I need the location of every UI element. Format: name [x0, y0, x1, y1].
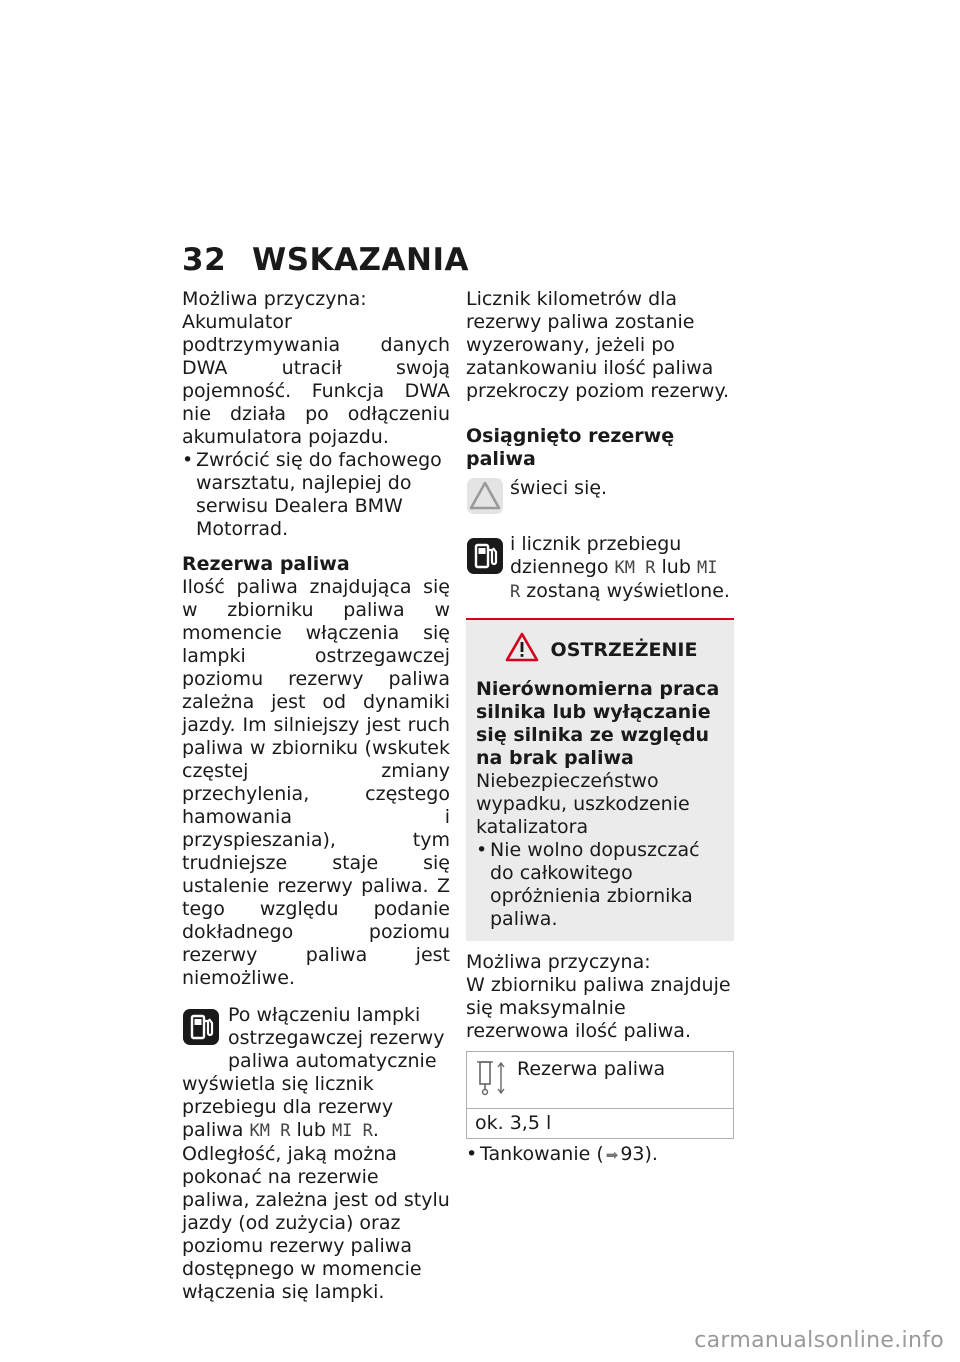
reserve-text: Ilość paliwa znajdująca się w zbiorniku paliwa w momencie włączenia się lampki ostrzegawczej poziomu rezerwy paliwa zależna jest od dynamiki jazdy. Im silniejszy jest ruch paliwa w zbiorniku (wskutek częstej zmiany przechylenia, częstego hamowania i przyspieszania), tym trudniejsze staje się ustalenie rezerwy paliwa. Z tego względu podanie dokładnego poziomu rezerwy paliwa jest niemożliwe. — [182, 576, 450, 989]
warning-triangle-lamp-icon — [466, 477, 504, 521]
reserve-reached-heading: Osiągnięto rezerwę paliwa — [466, 425, 675, 470]
fuel-pump-icon — [466, 537, 504, 581]
km-r-display: KM R — [614, 558, 656, 578]
table-row — [467, 1052, 733, 1109]
warning-triangle-icon — [505, 632, 539, 668]
mi-r-display: MI R — [510, 558, 718, 602]
bullet-dot-icon: • — [182, 449, 194, 471]
list-item: • Zwrócić się do fachowego warsztatu, najlepiej do serwisu Dealera BMW Motorrad. — [182, 449, 442, 540]
km-r-display: KM R — [249, 1121, 291, 1141]
page-reference-link[interactable]: 93). — [620, 1143, 658, 1165]
reserve-table — [466, 1051, 734, 1139]
fuel-counter-paragraph: i licznik przebiegu dziennego KM R lub MI R zostaną wyświetlone. — [466, 533, 734, 604]
list-item: • Tankowanie ( ➡ 93). — [466, 1143, 658, 1165]
warning-lamp-row — [466, 477, 734, 521]
warning-headline: Nierównomierna praca silnika lub wyłączanie się silnika ze względu na brak paliwa — [476, 678, 720, 769]
reserve-heading: Rezerwa paliwa — [182, 553, 350, 575]
fuel-pump-icon — [182, 1008, 220, 1052]
page-title: WSKAZANIA — [252, 242, 469, 278]
warning-header — [476, 632, 726, 668]
lamp-text-2: Odległość, jaką można pokonać na rezerwie paliwa, zależna jest od stylu jazdy (od zużycia) oraz poziomu rezerwy paliwa dostępnego w momencie włączenia się lampki. — [182, 1143, 450, 1303]
reference-arrow-icon: ➡ — [605, 1146, 619, 1164]
warning-box — [466, 618, 734, 941]
left-column — [182, 288, 450, 1304]
cause-label: Możliwa przyczyna: — [182, 288, 367, 310]
intro-text: Licznik kilometrów dla rezerwy paliwa zostanie wyzerowany, jeżeli po zatankowaniu ilość paliwa przekroczy poziom rezerwy. — [466, 288, 730, 402]
cause-text: W zbiorniku paliwa znajduje się maksymalnie rezerwowa ilość paliwa. — [466, 974, 731, 1042]
bullet-dot-icon: • — [466, 1143, 478, 1165]
mi-r-display: MI R — [331, 1121, 373, 1141]
table-value: ok. 3,5 l — [475, 1112, 552, 1134]
watermark: carmanualsonline.info — [694, 1328, 944, 1353]
page-number: 32 — [182, 242, 227, 278]
cause-text: Akumulator podtrzymywania danych DWA utracił swoją pojemność. Funkcja DWA nie działa po odłączeniu akumulatora pojazdu. — [182, 311, 450, 448]
cause-label: Możliwa przyczyna: — [466, 951, 651, 973]
warning-consequence: Niebezpieczeństwo wypadku, uszkodzenie katalizatora — [476, 770, 690, 838]
warning-title: OSTRZEŻENIE — [550, 638, 698, 661]
right-column — [466, 288, 734, 1167]
fuel-gauge-icon — [475, 1058, 507, 1102]
page-header — [182, 240, 469, 280]
table-row — [467, 1109, 733, 1138]
table-label: Rezerwa paliwa — [517, 1058, 666, 1080]
fuel-lamp-paragraph: Po włączeniu lampki ostrzegawczej rezerwy paliwa automatycznie wyświetla się licznik przebiegu dla rezerwy paliwa KM R lub MI R. Odległość, jaką można pokonać na rezerwie paliwa, zależna jest od stylu jazdy (od zużycia) oraz poziomu rezerwy paliwa dostępnego w momencie włączenia się lampki. — [182, 1004, 450, 1303]
list-item: • Nie wolno dopuszczać do całkowitego opróżnienia zbiornika paliwa. — [476, 839, 700, 930]
bullet-dot-icon: • — [476, 839, 488, 861]
lights-text: świeci się. — [510, 477, 608, 499]
